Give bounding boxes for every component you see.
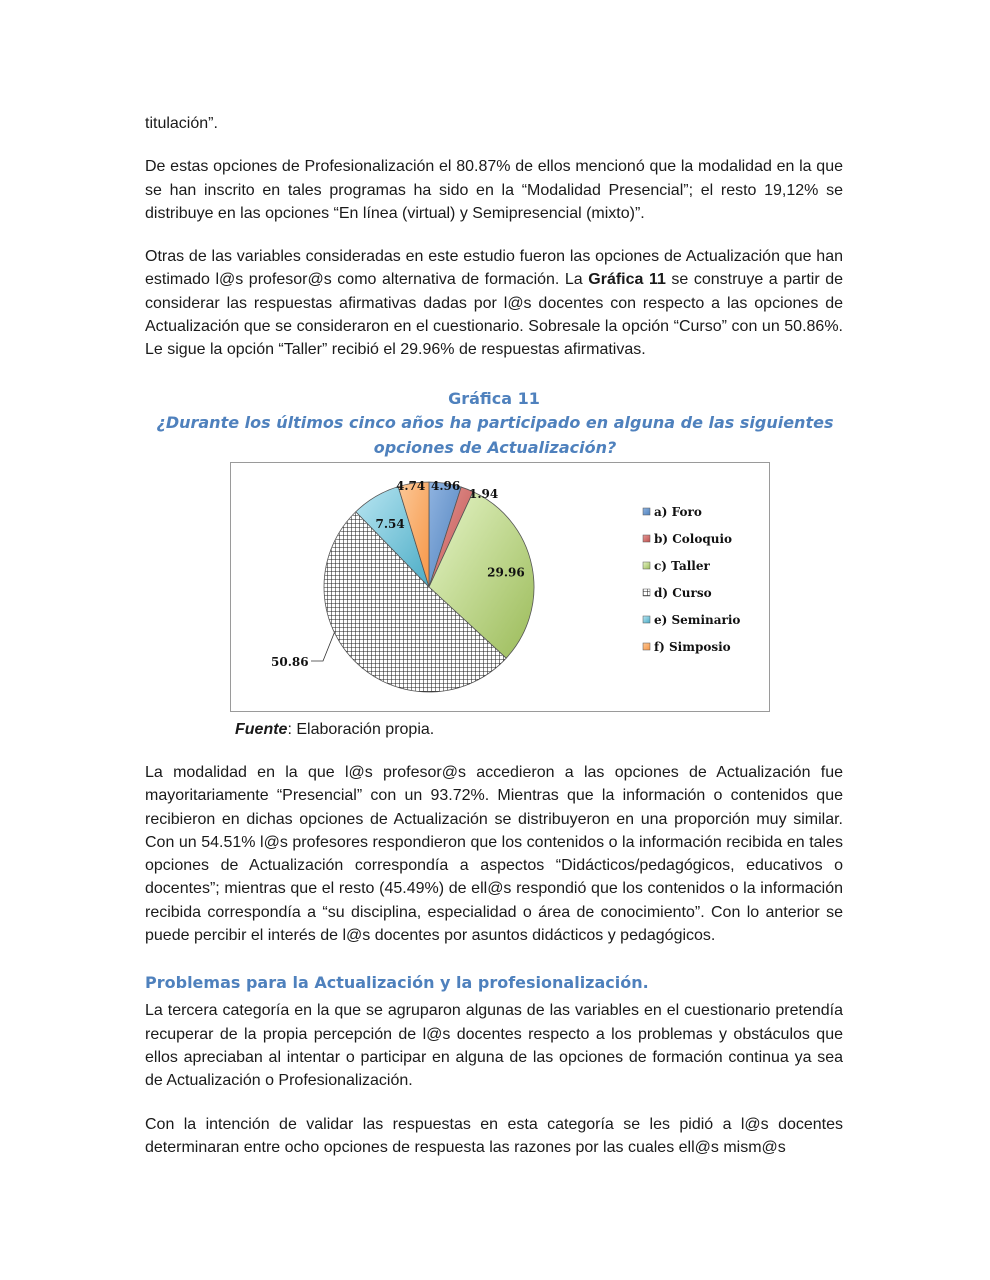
- paragraph-intencion: Con la intención de validar las respuestas en esta categoría se les pidió a l@s docentes determinaran entre ocho opciones de respuesta las razones por las cuales ell@s mism@s: [145, 1115, 843, 1156]
- source-text: : Elaboración propia.: [287, 720, 435, 738]
- legend-swatch: [643, 616, 650, 623]
- paragraph-modalidad: La modalidad en la que l@s profesor@s accedieron a las opciones de Actualización fue mayoritariamente “Presencial” con un 93.72%. Mientras que la información o contenidos que recibieron en dichas opciones de Actualización se distribuyeron en una proporción muy similar. Con un 54.51% l@s profesores respondieron que los contenidos o la información recibida en tales opciones de Actualización correspondía a aspectos “Didácticos/pedagógicos, educativos o docentes”; mientras que el resto (45.49%) de ell@s respondió que los contenidos o la información recibida correspondía a “su disciplina, especialidad o área de conocimiento”. Con lo anterior se puede percibir el interés de l@s docentes por asuntos didácticos y pedagógicos.: [145, 763, 843, 945]
- legend-label: e) Seminario: [654, 612, 741, 627]
- paragraph-text: Otras de las variables consideradas en este estudio fueron las opciones de Actualización que han estimado l@s profesor@s como alternativa de formación. La: [145, 248, 843, 289]
- paragraph-tercera-categoria: La tercera categoría en la que se agruparon algunas de las variables en el cuestionario pretendía recuperar de la propia percepción de l@s docentes respecto a los problemas y obstáculos que ellos apreciaban al intentar o participar en alguna de las opciones de formación continua ya sea de Actualización o Profesionalización.: [145, 1002, 843, 1090]
- pie-slices: [324, 482, 534, 692]
- figure-source: [235, 718, 843, 741]
- chart-title: Gráfica 11: [448, 388, 540, 408]
- legend-label: a) Foro: [654, 504, 702, 519]
- legend-swatch: [643, 535, 650, 542]
- legend-swatch: [643, 562, 650, 569]
- paragraph-profesionalizacion: De estas opciones de Profesionalización el 80.87% de ellos mencionó que la modalidad en la que se han inscrito en tales programas ha sido en la “Modalidad Presencial”; el resto 19,12% se distribuye en las opciones “En línea (virtual) y Semipresencial (mixto)”.: [145, 158, 843, 222]
- legend-label: b) Coloquio: [654, 531, 733, 546]
- section-heading: Problemas para la Actualización y la profesionalización.: [145, 973, 649, 993]
- paragraph-continuation: titulación”.: [145, 115, 218, 132]
- pie-chart-svg: [231, 463, 769, 711]
- legend-swatch: [643, 643, 650, 650]
- chart-subtitle: ¿Durante los últimos cinco años ha participado en alguna de las siguientes opciones de Actualización?: [156, 412, 834, 457]
- data-label: 4.74: [396, 478, 426, 493]
- data-label: 29.96: [487, 564, 525, 579]
- paragraph-text: se construye a partir de considerar las respuestas afirmativas dadas por l@s docentes con respecto a las opciones de Actualización que se consideraron en el cuestionario. Sobresale la opción “Curso” con un 50.86%. Le sigue la opción “Taller” recibió el 29.96% de respuestas afirmativas.: [145, 271, 844, 359]
- legend-label: c) Taller: [654, 558, 710, 573]
- paragraph-actualizacion: [145, 245, 843, 361]
- legend-swatch: [643, 589, 650, 596]
- legend-label: d) Curso: [654, 585, 712, 600]
- data-label: 7.54: [375, 516, 405, 531]
- source-label: Fuente: [235, 720, 288, 738]
- pie-chart: [230, 462, 770, 712]
- leader-line: [311, 632, 334, 660]
- document-page: [145, 112, 843, 1159]
- chart-legend: [643, 505, 740, 654]
- legend-label: f) Simposio: [654, 639, 731, 654]
- data-label: 50.86: [271, 654, 309, 669]
- figure-reference: Gráfica 11: [588, 271, 666, 289]
- legend-swatch: [643, 508, 650, 515]
- data-label: 4.96: [431, 478, 461, 493]
- data-label: 1.94: [469, 486, 499, 501]
